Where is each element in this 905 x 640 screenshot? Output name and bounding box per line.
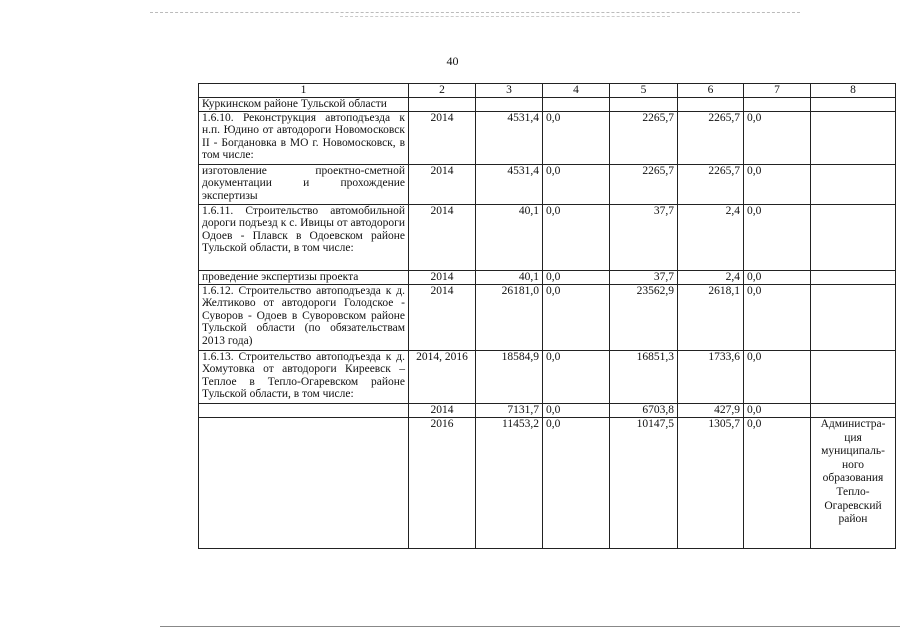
- header-cell-6: 6: [678, 84, 744, 98]
- bottom-rule: [160, 626, 900, 627]
- table-cell-year: 2014: [409, 285, 476, 351]
- table-cell-c5: 10147,5: [610, 418, 678, 549]
- table-cell-c3: 18584,9: [476, 351, 543, 404]
- table-cell-desc: 1.6.13. Строительство автоподъезда к д. Хомутовка от автодороги Киреевск – Теплое в Тепло-Огаревском районе Тульской области, в том числе:: [199, 351, 409, 404]
- table-header-row: [199, 84, 896, 98]
- table-cell-c8: [811, 112, 896, 165]
- table-cell-desc: изготовление проектно-сметной документации и прохождение экспертизы: [199, 165, 409, 205]
- table-cell-c6: 1733,6: [678, 351, 744, 404]
- table-cell-year: [409, 98, 476, 112]
- table-cell-c7: 0,0: [744, 112, 811, 165]
- table-cell-c7: 0,0: [744, 205, 811, 271]
- table-cell-c8: [811, 351, 896, 404]
- table-cell-c7: [744, 98, 811, 112]
- table-cell-c3: 26181,0: [476, 285, 543, 351]
- table-cell-year: 2014, 2016: [409, 351, 476, 404]
- table-cell-c6: [678, 98, 744, 112]
- table-cell-c8: [811, 205, 896, 271]
- table-cell-c4: 0,0: [543, 351, 610, 404]
- table-cell-c3: 7131,7: [476, 404, 543, 418]
- table-cell-year: 2014: [409, 271, 476, 285]
- table-cell-c5: 37,7: [610, 271, 678, 285]
- table-cell-c3: 4531,4: [476, 165, 543, 205]
- table-cell-c4: 0,0: [543, 418, 610, 549]
- table-cell-c6: 427,9: [678, 404, 744, 418]
- table-cell-year: 2014: [409, 165, 476, 205]
- table-row: [199, 98, 896, 112]
- table-row: [199, 351, 896, 404]
- header-cell-8: 8: [811, 84, 896, 98]
- table-cell-c8: [811, 165, 896, 205]
- table-cell-c7: 0,0: [744, 404, 811, 418]
- table-cell-c5: 2265,7: [610, 112, 678, 165]
- table-cell-desc: Куркинском районе Тульской области: [199, 98, 409, 112]
- table-cell-desc: проведение экспертизы проекта: [199, 271, 409, 285]
- table-cell-c3: 40,1: [476, 271, 543, 285]
- table-cell-c6: 2265,7: [678, 165, 744, 205]
- table-cell-c4: 0,0: [543, 205, 610, 271]
- header-cell-2: 2: [409, 84, 476, 98]
- header-cell-1: 1: [199, 84, 409, 98]
- table-cell-c8: [811, 285, 896, 351]
- table-cell-year: 2014: [409, 112, 476, 165]
- table-cell-c6: 2,4: [678, 271, 744, 285]
- table-cell-year: 2014: [409, 205, 476, 271]
- budget-table: [198, 83, 896, 549]
- table-row: [199, 112, 896, 165]
- table-cell-desc: 1.6.10. Реконструкция автоподъезда к н.п. Юдино от автодороги Новомосковск II - Богдановка в МО г. Новомосковск, в том числе:: [199, 112, 409, 165]
- table-cell-c4: 0,0: [543, 112, 610, 165]
- table-cell-c6: 2618,1: [678, 285, 744, 351]
- table-cell-c5: 23562,9: [610, 285, 678, 351]
- table-cell-year: 2016: [409, 418, 476, 549]
- table-cell-desc: [199, 404, 409, 418]
- page-number: 40: [446, 54, 459, 68]
- table-cell-c7: 0,0: [744, 285, 811, 351]
- table-cell-c7: 0,0: [744, 418, 811, 549]
- table-cell-c5: 6703,8: [610, 404, 678, 418]
- table-row: [199, 285, 896, 351]
- table-row: [199, 271, 896, 285]
- table-cell-c5: 16851,3: [610, 351, 678, 404]
- table-row: [199, 404, 896, 418]
- table-cell-c7: 0,0: [744, 271, 811, 285]
- table-cell-c6: 2265,7: [678, 112, 744, 165]
- scan-artifact-top: [150, 12, 800, 13]
- table-cell-c7: 0,0: [744, 165, 811, 205]
- table-cell-c8: [811, 271, 896, 285]
- table-cell-c6: 2,4: [678, 205, 744, 271]
- table-cell-c6: 1305,7: [678, 418, 744, 549]
- table-cell-c8: [811, 404, 896, 418]
- table-cell-c4: 0,0: [543, 271, 610, 285]
- table-cell-c4: 0,0: [543, 404, 610, 418]
- scan-artifact-top-2: [340, 16, 670, 17]
- table-cell-c3: 4531,4: [476, 112, 543, 165]
- table-cell-c7: 0,0: [744, 351, 811, 404]
- table-cell-c5: 37,7: [610, 205, 678, 271]
- table-cell-c3: 11453,2: [476, 418, 543, 549]
- table-row: [199, 418, 896, 549]
- table-cell-c5: 2265,7: [610, 165, 678, 205]
- header-cell-7: 7: [744, 84, 811, 98]
- table-cell-c3: 40,1: [476, 205, 543, 271]
- table-cell-c8: [811, 98, 896, 112]
- table-row: [199, 205, 896, 271]
- table-cell-desc: 1.6.11. Строительство автомобильной дороги подъезд к с. Ивицы от автодороги Одоев - Плавск в Одоевском районе Тульской области, в том числе:: [199, 205, 409, 271]
- table-cell-desc: [199, 418, 409, 549]
- table-cell-c3: [476, 98, 543, 112]
- table-cell-c8: Администра-ция муниципаль-ного образования Тепло-Огаревский район: [811, 418, 896, 549]
- table-cell-desc: 1.6.12. Строительство автоподъезда к д. Желтиково от автодороги Голодское - Суворов - Одоев в Суворовском районе Тульской области (по обязательствам 2013 года): [199, 285, 409, 351]
- header-cell-4: 4: [543, 84, 610, 98]
- table-cell-c4: 0,0: [543, 165, 610, 205]
- table-cell-c4: [543, 98, 610, 112]
- table-cell-c5: [610, 98, 678, 112]
- header-cell-3: 3: [476, 84, 543, 98]
- table-cell-year: 2014: [409, 404, 476, 418]
- table-cell-c4: 0,0: [543, 285, 610, 351]
- table-row: [199, 165, 896, 205]
- header-cell-5: 5: [610, 84, 678, 98]
